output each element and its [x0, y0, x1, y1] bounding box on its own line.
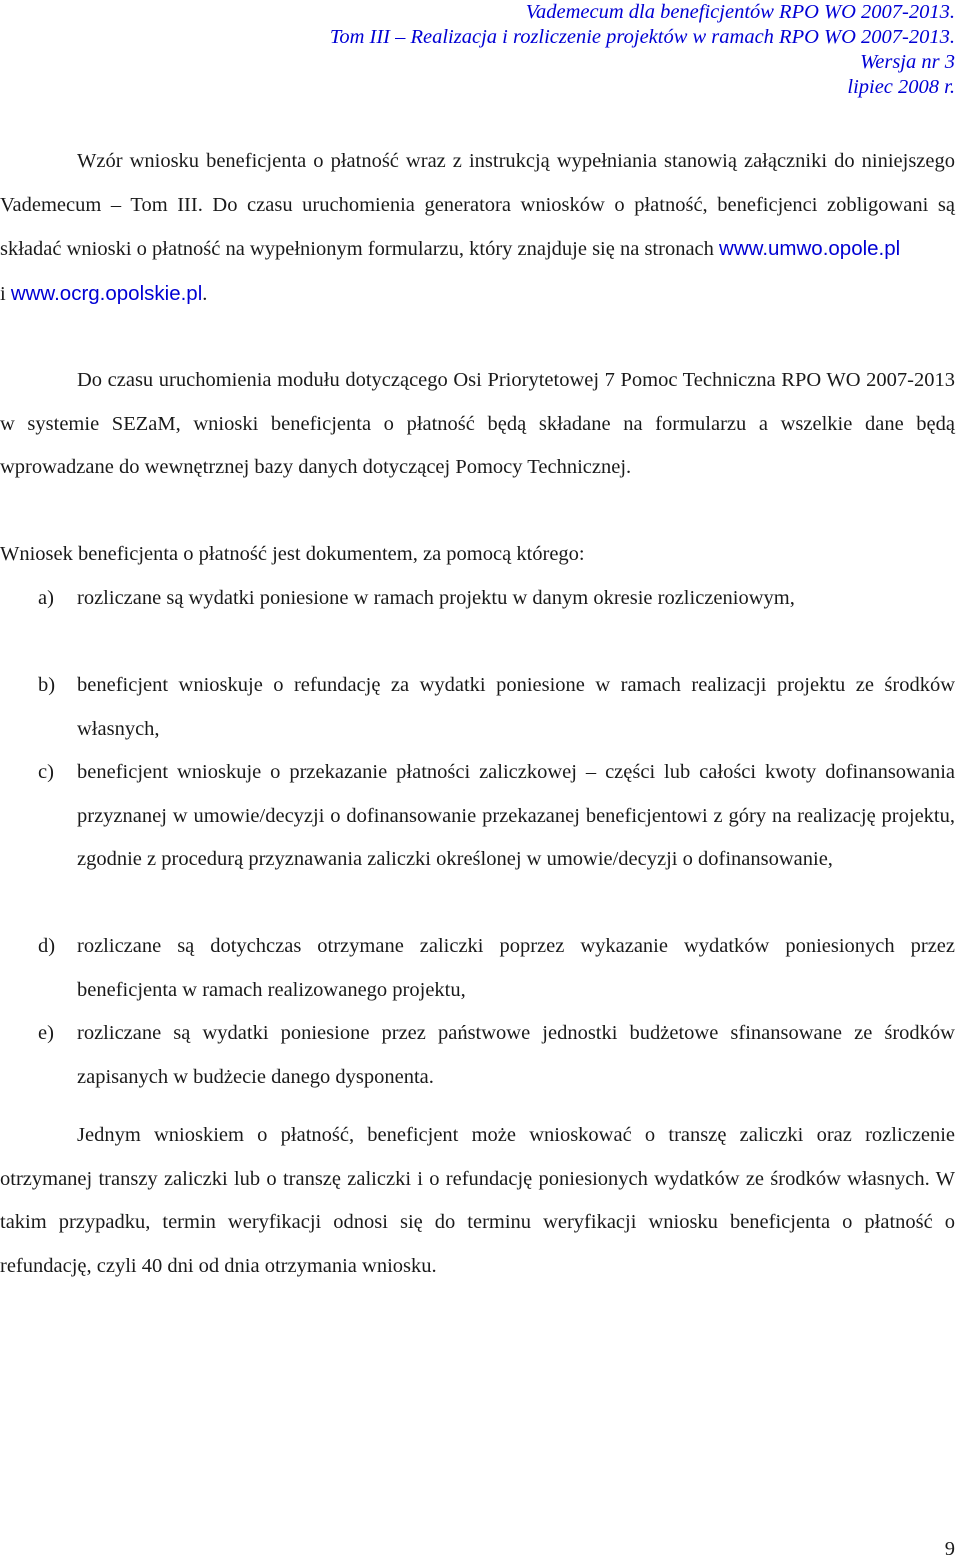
paragraph-payment-form-text: Wzór wniosku beneficjenta o płatność wraz z instrukcją wypełniania stanowią załączniki do niniejszego Vademecum – Tom III. Do czasu uruchomienia generatora wniosków o płatność, beneficjenci zobligowani są składać wnioski o płatność na wypełnionym formularzu, który znajduje się na stronach	[0, 150, 955, 261]
paragraph-sezam	[0, 359, 955, 490]
list-item-text: beneficjent wnioskuje o refundację za wydatki poniesione w ramach realizacji projektu ze środków własnych,	[77, 674, 955, 740]
paragraph-conjunction: i	[0, 282, 6, 305]
list-item-text: beneficjent wnioskuje o przekazanie płatności zaliczkowej – części lub całości kwoty dofinansowania przyznanej w umowie/decyzji o dofinansowanie przekazanej beneficjentowi z góry na realizację projektu, zgodnie z procedurą przyznawania zaliczki określonej w umowie/decyzji o dofinansowanie,	[77, 761, 955, 871]
document-header	[55, 0, 955, 100]
paragraph-intro	[0, 533, 955, 577]
list-item-text: rozliczane są wydatki poniesione przez państwowe jednostki budżetowe sfinansowane ze środków zapisanych w budżecie danego dysponenta.	[77, 1022, 955, 1088]
paragraph-payment-form	[0, 140, 955, 316]
link-ocrg[interactable]: www.ocrg.opolskie.pl	[10, 281, 203, 305]
list-item-text: rozliczane są dotychczas otrzymane zaliczki poprzez wykazanie wydatków poniesionych przez beneficjenta w ramach realizowanego projektu,	[77, 935, 955, 1001]
list-marker: d)	[38, 935, 56, 957]
paragraph-intro-text: Wniosek beneficjenta o płatność jest dokumentem, za pomocą którego:	[0, 543, 585, 565]
link-umwo[interactable]: www.umwo.opole.pl	[719, 237, 901, 261]
list-item-text: rozliczane są wydatki poniesione w ramach projektu w danym okresie rozliczeniowym,	[77, 587, 795, 609]
list-item	[0, 1012, 955, 1100]
header-line-2: Tom III – Realizacja i rozliczenie projektów w ramach RPO WO 2007-2013.	[329, 26, 955, 48]
list-item	[0, 925, 955, 1013]
paragraph-combined-request-text: Jednym wnioskiem o płatność, beneficjent może wnioskować o transzę zaliczki oraz rozliczenie otrzymanej transzy zaliczki lub o transzę zaliczki i o refundację poniesionych wydatków ze środków własnych. W takim przypadku, termin weryfikacji odnosi się do terminu weryfikacji wniosku beneficjenta o płatność o refundację, czyli 40 dni od dnia otrzymania wniosku.	[0, 1124, 955, 1277]
list-marker: e)	[38, 1022, 54, 1044]
header-line-4: lipiec 2008 r.	[847, 76, 955, 98]
list-marker: a)	[38, 587, 54, 609]
page-number: 9	[944, 1538, 955, 1560]
list-marker: c)	[38, 761, 54, 783]
list-item	[0, 577, 955, 665]
list-item	[0, 751, 955, 926]
paragraph-combined-request	[0, 1114, 955, 1288]
paragraph-tail: .	[202, 282, 208, 305]
header-line-1: Vademecum dla beneficjentów RPO WO 2007-2013.	[525, 1, 955, 23]
list-item	[0, 664, 955, 752]
paragraph-sezam-text: Do czasu uruchomienia modułu dotyczącego Osi Priorytetowej 7 Pomoc Techniczna RPO WO 2007-2013 w systemie SEZaM, wnioski beneficjenta o płatność będą składane na formularzu a wszelkie dane będą wprowadzane do wewnętrznej bazy danych dotyczącej Pomocy Technicznej.	[0, 369, 955, 479]
list-marker: b)	[38, 674, 56, 696]
header-line-3: Wersja nr 3	[860, 51, 955, 73]
